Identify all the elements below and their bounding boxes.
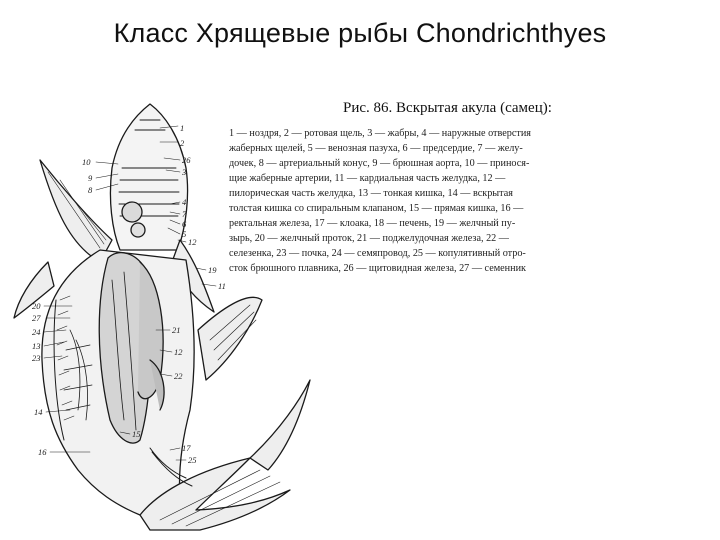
label-12-upper: 12 (188, 237, 197, 247)
label-21: 21 (172, 325, 181, 335)
label-5: 5 (182, 229, 187, 239)
legend-line: зырь, 20 — желчный проток, 21 — поджелудочная железа, 22 — (229, 233, 509, 244)
label-19: 19 (208, 265, 217, 275)
label-22: 22 (174, 371, 183, 381)
label-12-lower: 12 (174, 347, 183, 357)
legend-line: пилорическая часть желудка, 13 — тонкая кишка, 14 — вскрытая (229, 188, 513, 199)
slide-title: Класс Хрящевые рыбы Chondrichthyes (113, 18, 607, 48)
label-14: 14 (34, 407, 43, 417)
legend-line: 1 — ноздря, 2 — ротовая щель, 3 — жабры, 4 — наружные отверстия (229, 128, 531, 139)
figure-caption: Рис. 86. Вскрытая акула (самец): (343, 100, 552, 116)
heart-organ (122, 202, 142, 222)
shark-head-outline (110, 104, 187, 250)
label-26: 26 (182, 155, 191, 165)
label-1: 1 (180, 123, 185, 133)
label-9: 9 (88, 173, 93, 183)
label-3: 3 (182, 167, 187, 177)
label-10: 10 (82, 157, 91, 167)
label-13: 13 (32, 341, 41, 351)
label-25: 25 (188, 455, 197, 465)
label-4: 4 (182, 197, 187, 207)
legend-line: селезенка, 23 — почка, 24 — семяпровод, 25 — копулятивный отро- (229, 248, 526, 259)
label-16: 16 (38, 447, 47, 457)
legend-line: жаберных щелей, 5 — венозная пазуха, 6 — предсердие, 7 — желу- (229, 143, 523, 154)
legend-line: ректальная железа, 17 — клоака, 18 — печень, 19 — желчный пу- (229, 218, 516, 229)
label-20: 20 (32, 301, 41, 311)
figure-legend (229, 126, 713, 276)
legend-line: дочек, 8 — артериальный конус, 9 — брюшная аорта, 10 — принося- (229, 158, 530, 169)
label-7: 7 (182, 209, 187, 219)
label-23: 23 (32, 353, 41, 363)
label-17: 17 (182, 443, 191, 453)
label-2: 2 (180, 138, 185, 148)
label-6: 6 (182, 219, 187, 229)
legend-line: щие жаберные артерии, 11 — кардиальная часть желудка, 12 — (229, 173, 506, 184)
legend-line: толстая кишка со спиральным клапаном, 15 — прямая кишка, 16 — (229, 203, 524, 214)
left-pectoral-fin (40, 157, 112, 262)
label-15: 15 (132, 429, 141, 439)
dorsal-fin (198, 297, 262, 380)
label-11: 11 (218, 281, 226, 291)
label-24: 24 (32, 327, 41, 337)
label-27: 27 (32, 313, 41, 323)
label-8: 8 (88, 185, 93, 195)
upper-tail-lobe (250, 380, 310, 470)
legend-line: сток брюшного плавника, 26 — щитовидная железа, 27 — семенник (229, 263, 526, 274)
